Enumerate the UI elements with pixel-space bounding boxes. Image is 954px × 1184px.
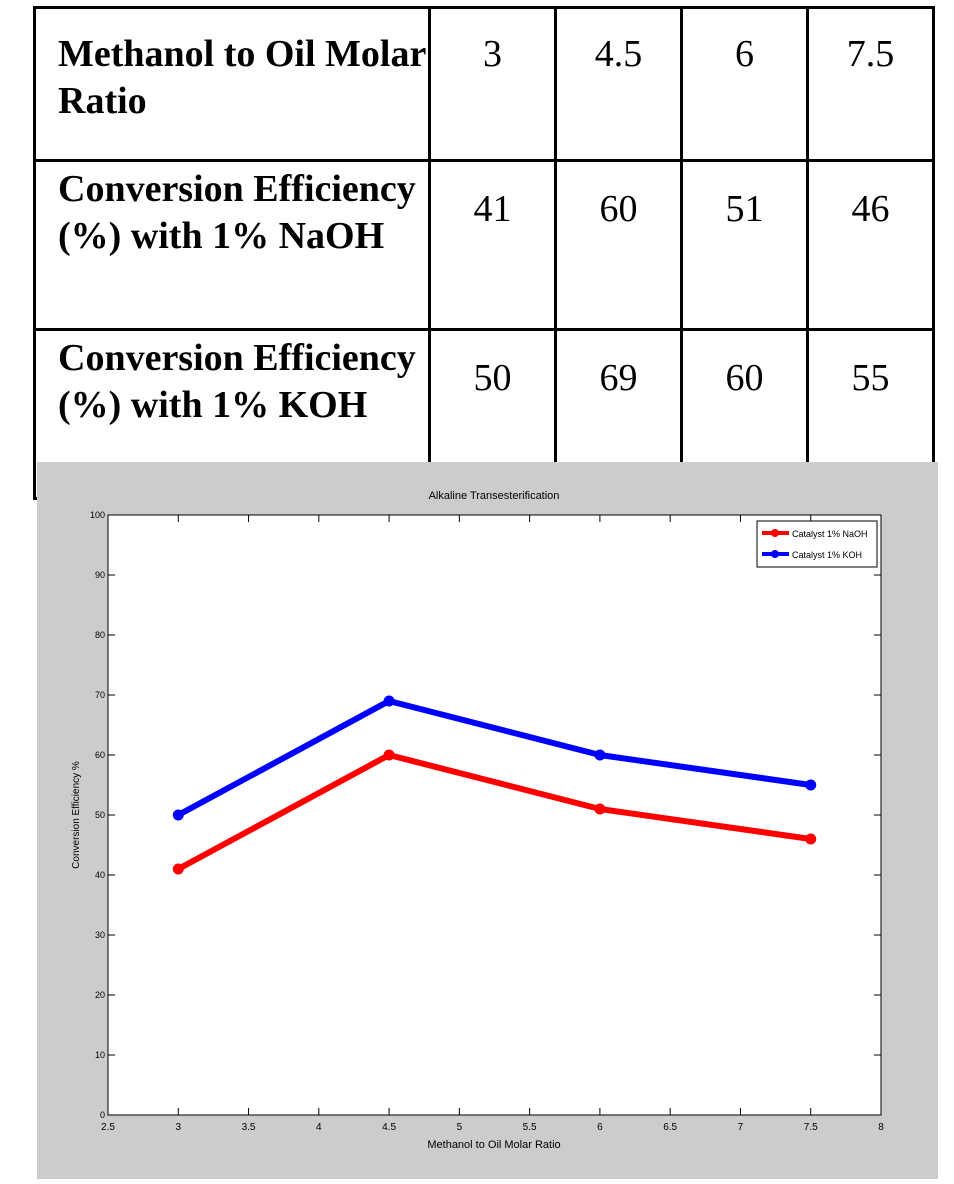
table-cell: 46 xyxy=(808,161,934,330)
x-tick-label: 6.5 xyxy=(663,1122,678,1133)
y-tick-label: 10 xyxy=(94,1050,105,1060)
table-cell: 60 xyxy=(556,161,682,330)
row-header: Methanol to Oil Molar Ratio xyxy=(35,8,430,161)
data-point xyxy=(384,750,395,761)
table-cell: 3 xyxy=(430,8,556,161)
legend xyxy=(757,521,877,567)
y-tick-label: 90 xyxy=(94,570,105,580)
table-cell: 41 xyxy=(430,161,556,330)
row-header: Conversion Efficiency (%) with 1% NaOH xyxy=(35,161,430,330)
x-tick-label: 2.5 xyxy=(101,1122,115,1133)
x-tick-label: 3 xyxy=(175,1122,182,1133)
chart-title: Alkaline Transesterification xyxy=(428,490,560,502)
table-cell: 60 xyxy=(682,330,808,499)
data-point xyxy=(594,750,605,761)
y-tick-label: 0 xyxy=(99,1110,105,1120)
y-tick-label: 80 xyxy=(94,630,105,640)
x-tick-label: 6 xyxy=(597,1122,603,1133)
x-tick-label: 7 xyxy=(737,1122,744,1133)
legend-marker-naoh xyxy=(771,529,779,537)
table-cell: 7.5 xyxy=(808,8,934,161)
data-point xyxy=(805,780,816,791)
data-point xyxy=(594,804,605,815)
table-cell: 51 xyxy=(682,161,808,330)
x-tick-label: 4.5 xyxy=(382,1122,397,1133)
table-cell: 50 xyxy=(430,330,556,499)
table-row xyxy=(35,161,934,330)
y-tick-label: 70 xyxy=(94,690,105,700)
y-tick-label: 40 xyxy=(94,870,105,880)
table-cell: 69 xyxy=(556,330,682,499)
row-header: Conversion Efficiency (%) with 1% KOH xyxy=(35,330,430,499)
legend-label-koh: Catalyst 1% KOH xyxy=(792,550,863,560)
data-point xyxy=(173,864,184,875)
data-point xyxy=(173,810,184,821)
table-cell: 6 xyxy=(682,8,808,161)
data-point xyxy=(805,834,816,845)
line-chart xyxy=(37,462,938,1179)
y-tick-label: 50 xyxy=(94,810,105,820)
x-tick-label: 7.5 xyxy=(803,1122,818,1133)
x-tick-label: 4 xyxy=(316,1122,322,1133)
y-tick-label: 100 xyxy=(89,510,105,520)
y-tick-label: 30 xyxy=(94,930,105,940)
legend-label-naoh: Catalyst 1% NaOH xyxy=(792,529,868,539)
chart-figure xyxy=(37,462,938,1179)
x-axis-label: Methanol to Oil Molar Ratio xyxy=(427,1139,561,1151)
x-tick-label: 5.5 xyxy=(522,1122,537,1133)
plot-area xyxy=(108,515,881,1115)
data-point xyxy=(384,696,395,707)
x-tick-label: 8 xyxy=(878,1122,884,1133)
legend-marker-koh xyxy=(771,550,779,558)
table-cell: 55 xyxy=(808,330,934,499)
legend-box xyxy=(757,521,877,567)
y-tick-label: 20 xyxy=(94,990,105,1000)
x-tick-label: 5 xyxy=(456,1122,463,1133)
y-tick-label: 60 xyxy=(94,750,105,760)
y-axis-label: Conversion Efficiency % xyxy=(71,761,82,869)
data-table xyxy=(33,6,935,500)
table-row xyxy=(35,8,934,161)
x-tick-label: 3.5 xyxy=(241,1122,256,1133)
table-cell: 4.5 xyxy=(556,8,682,161)
